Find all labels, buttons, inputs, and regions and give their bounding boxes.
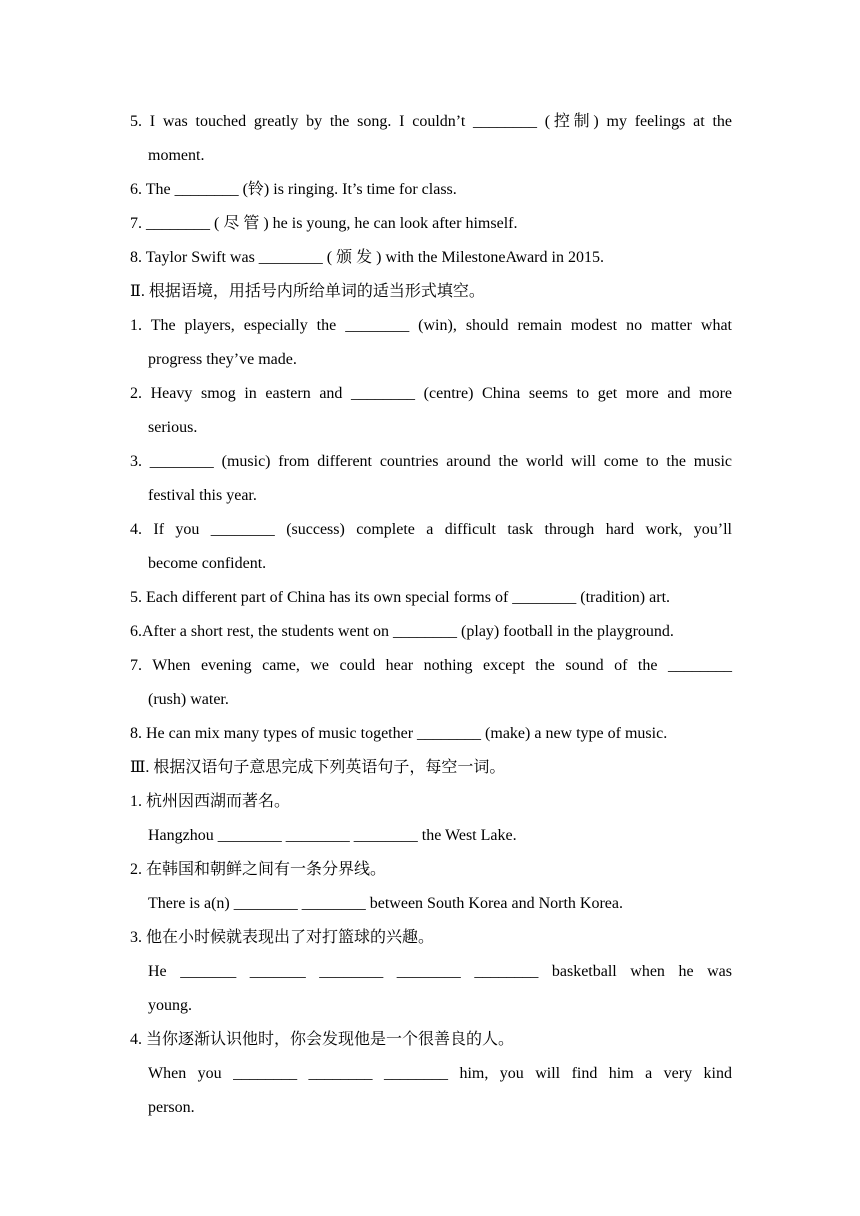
s2-question-2-line-1: 2. Heavy smog in eastern and ________ (centre) China seems to get more and more <box>130 385 732 402</box>
s3-question-2-chinese: 2. 在韩国和朝鲜之间有一条分界线。 <box>130 861 387 878</box>
s3-question-3-english-line-1: He _______ _______ ________ ________ ________ basketball when he was <box>148 963 732 980</box>
s2-question-6: 6.After a short rest, the students went on ________ (play) football in the playground. <box>130 623 674 640</box>
s2-question-3-line-1: 3. ________ (music) from different countries around the world will come to the music <box>130 453 732 470</box>
s2-question-4-line-1: 4. If you ________ (success) complete a difficult task through hard work, you’ll <box>130 521 732 538</box>
s2-question-7-line-1: 7. When evening came, we could hear nothing except the sound of the ________ <box>130 657 732 674</box>
question-7: 7. ________ ( 尽 管 ) he is young, he can look after himself. <box>130 215 518 232</box>
s2-question-4-line-2: become confident. <box>148 555 267 572</box>
section-3-heading: Ⅲ. 根据汉语句子意思完成下列英语句子，每空一词。 <box>130 759 506 776</box>
s3-question-1-chinese: 1. 杭州因西湖而著名。 <box>130 793 291 810</box>
s3-question-2-english: There is a(n) ________ ________ between South Korea and North Korea. <box>148 895 623 912</box>
s3-question-1-english: Hangzhou ________ ________ ________ the West Lake. <box>148 827 517 844</box>
s3-question-4-english-line-1: When you ________ ________ ________ him, you will find him a very kind <box>148 1065 732 1082</box>
s2-question-1-line-1: 1. The players, especially the ________ (win), should remain modest no matter what <box>130 317 732 334</box>
s2-question-2-line-2: serious. <box>148 419 198 436</box>
s2-question-1-line-2: progress they’ve made. <box>148 351 297 368</box>
s3-question-3-english-line-2: young. <box>148 997 192 1014</box>
s3-question-4-english-line-2: person. <box>148 1099 195 1116</box>
s2-question-3-line-2: festival this year. <box>148 487 257 504</box>
question-8: 8. Taylor Swift was ________ ( 颁 发 ) with the MilestoneAward in 2015. <box>130 249 604 266</box>
s2-question-5: 5. Each different part of China has its own special forms of ________ (tradition) art. <box>130 589 671 606</box>
question-5-line-2: moment. <box>148 147 205 164</box>
s2-question-8: 8. He can mix many types of music together ________ (make) a new type of music. <box>130 725 668 742</box>
section-2-heading: Ⅱ. 根据语境，用括号内所给单词的适当形式填空。 <box>130 283 485 300</box>
question-5-line-1: 5. I was touched greatly by the song. I couldn’t ________ (控制) my feelings at the <box>130 113 732 130</box>
s3-question-3-chinese: 3. 他在小时候就表现出了对打篮球的兴趣。 <box>130 929 435 946</box>
question-6: 6. The ________ (铃) is ringing. It’s time for class. <box>130 181 457 198</box>
s3-question-4-chinese: 4. 当你逐渐认识他时，你会发现他是一个很善良的人。 <box>130 1031 515 1048</box>
s2-question-7-line-2: (rush) water. <box>148 691 229 708</box>
